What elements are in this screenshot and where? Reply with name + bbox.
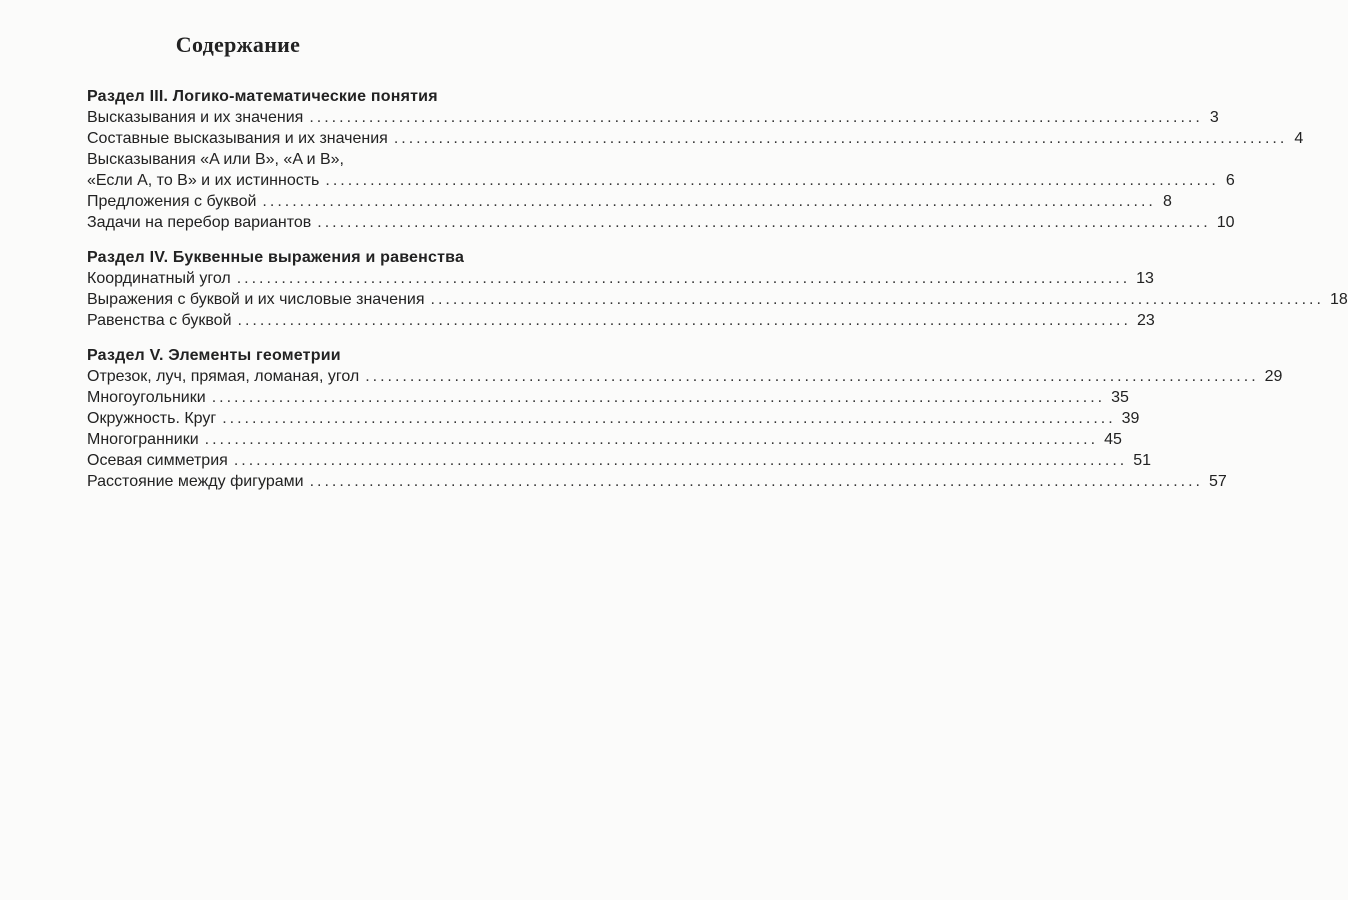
toc-entry: [87, 170, 1235, 191]
toc-entry: [87, 212, 1235, 233]
toc-entry: [87, 268, 1154, 289]
entry-page: 35: [1111, 389, 1129, 406]
dot-leader: ........................................................................................................................: [393, 130, 1288, 147]
dot-leader: ........................................................................................................................: [233, 452, 1128, 469]
section-title: Раздел V. Элементы геометрии: [87, 347, 341, 364]
toc-entry: [87, 471, 1227, 492]
entry-page: 57: [1209, 473, 1227, 490]
toc-entry: [87, 128, 1304, 149]
dot-leader: ........................................................................................................................: [236, 270, 1131, 287]
entry-page: 51: [1133, 452, 1152, 469]
entry-text-line1: Высказывания «A или B», «A и B»,: [87, 151, 344, 168]
toc-entry: [87, 408, 1140, 429]
dot-leader: ........................................................................................................................: [211, 389, 1106, 406]
dot-leader: ........................................................................................................................: [309, 473, 1203, 490]
toc-entry: [87, 366, 1283, 387]
entry-text: Задачи на перебор вариантов: [87, 214, 312, 231]
entry-text: Осевая симметрия: [87, 452, 228, 469]
entry-text: Расстояние между фигурами: [87, 473, 304, 490]
section-5: [87, 345, 1283, 492]
section-4: [87, 247, 1348, 331]
toc-entry: [87, 191, 1172, 212]
entry-text: Отрезок, луч, прямая, ломаная, угол: [87, 368, 360, 385]
entry-page: 29: [1264, 368, 1283, 385]
entry-text: Составные высказывания и их значения: [87, 130, 388, 147]
toc-entry-line1: [87, 149, 586, 170]
toc-entry: [87, 429, 1122, 450]
entry-page: 23: [1136, 312, 1155, 329]
entry-text: Многогранники: [87, 431, 199, 448]
entry-text: Высказывания и их значения: [87, 109, 304, 126]
toc-entry: [87, 450, 1152, 471]
dot-leader: ........................................................................................................................: [262, 193, 1156, 210]
table-of-contents: [87, 86, 1348, 506]
entry-page: 45: [1104, 431, 1122, 448]
page-title: Содержание: [175, 32, 301, 57]
entry-page: 3: [1209, 109, 1219, 126]
entry-page: 6: [1225, 172, 1235, 189]
entry-text: «Если A, то B» и их истинность: [87, 172, 320, 189]
entry-page: 10: [1216, 214, 1235, 231]
dot-leader: ........................................................................................................................: [204, 431, 1099, 448]
entry-page: 39: [1121, 410, 1140, 427]
entry-text: Предложения с буквой: [87, 193, 257, 210]
entry-text: Равенства с буквой: [87, 312, 232, 329]
toc-entry: [87, 289, 1348, 310]
dot-leader: ........................................................................................................................: [365, 368, 1259, 385]
section-title: Раздел IV. Буквенные выражения и равенства: [87, 249, 465, 266]
dot-leader: ........................................................................................................................: [325, 172, 1219, 189]
section-title: Раздел III. Логико-математические понятия: [87, 88, 438, 105]
entry-page: 8: [1162, 193, 1172, 210]
dot-leader: ........................................................................................................................: [237, 312, 1131, 329]
entry-text: Окружность. Круг: [87, 410, 217, 427]
dot-leader: ........................................................................................................................: [222, 410, 1116, 427]
toc-entry: [87, 387, 1129, 408]
entry-page: 13: [1136, 270, 1154, 287]
dot-leader: ........................................................................................................................: [317, 214, 1211, 231]
entry-page: 4: [1294, 130, 1304, 147]
entry-text: Выражения с буквой и их числовые значения: [87, 291, 425, 308]
dot-leader: ........................................................................................................................: [430, 291, 1324, 308]
entry-text: Многоугольники: [87, 389, 206, 406]
section-3: [87, 86, 1304, 233]
entry-page: 18: [1329, 291, 1348, 308]
toc-entry: [87, 310, 1155, 331]
entry-text: Координатный угол: [87, 270, 231, 287]
toc-entry: [87, 107, 1219, 128]
dot-leader: ........................................................................................................................: [309, 109, 1203, 126]
